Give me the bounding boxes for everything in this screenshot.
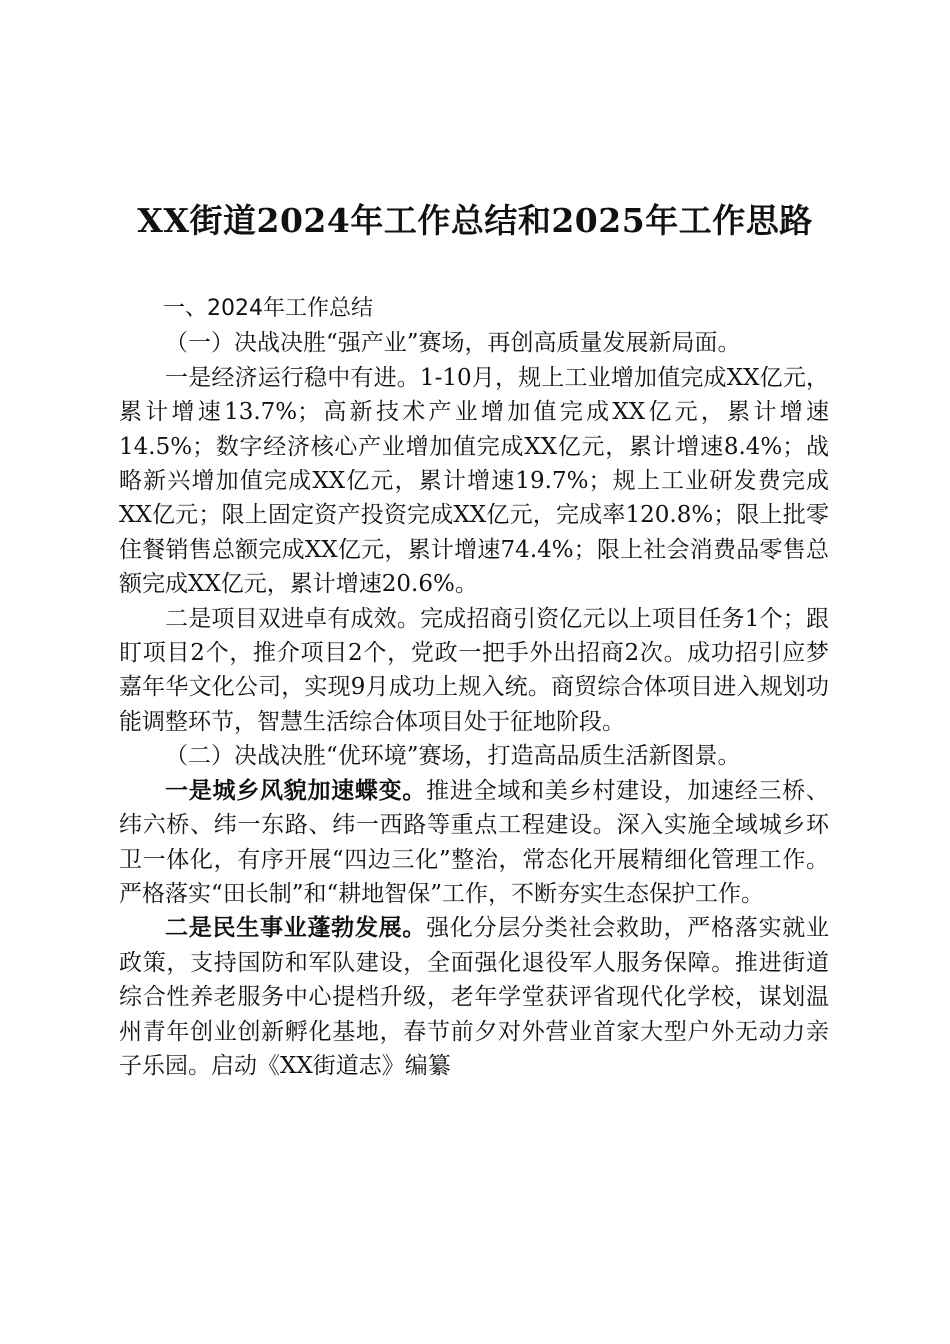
document-title: XX街道2024年工作总结和2025年工作思路 (137, 201, 813, 240)
paragraph-livelihood (119, 911, 829, 1083)
paragraph-projects: 二是项目双进卓有成效。完成招商引资亿元以上项目任务1个；跟盯项目2个，推介项目2个，党政一把手外出招商2次。成功招引应梦嘉年华文化公司，实现9月成功上规入统。商贸综合体项目进入规划功能调整环节，智慧生活综合体项目处于征地阶段。 (119, 605, 829, 735)
paragraph-economy: 一是经济运行稳中有进。1-10月，规上工业增加值完成XX亿元，累计增速13.7%；高新技术产业增加值完成XX亿元，累计增速14.5%；数字经济核心产业增加值完成XX亿元，累计增速8.4%；战略新兴增加值完成XX亿元，累计增速19.7%；规上工业研发费完成XX亿元；限上固定资产投资完成XX亿元，完成率120.8%；限上批零住餐销售总额完成XX亿元，累计增速74.4%；限上社会消费品零售总额完成XX亿元，累计增速20.6%。 (119, 364, 829, 598)
paragraph-text: 强化分层分类社会救助，严格落实就业政策，支持国防和军队建设，全面强化退役军人服务保障。推进街道综合性养老服务中心提档升级，老年学堂获评省现代化学校，谋划温州青年创业创新孵化基地，春节前夕对外营业首家大型户外无动力亲子乐园。启动《XX街道志》编纂 (119, 915, 830, 1079)
paragraph-urban-rural (119, 774, 829, 912)
subsection-heading: （一）决战决胜“强产业”赛场，再创高质量发展新局面。 (165, 330, 741, 357)
subsection-heading: （二）决战决胜“优环境”赛场，打造高品质生活新图景。 (165, 743, 741, 770)
paragraph-text: 推进全域和美乡村建设，加速经三桥、纬六桥、纬一东路、纬一西路等重点工程建设。深入实施全域城乡环卫一体化，有序开展“四边三化”整治，常态化开展精细化管理工作。严格落实“田长制”和“耕地智保”工作，不断夯实生态保护工作。 (119, 777, 830, 907)
paragraph-lead: 二是民生事业蓬勃发展。 (165, 914, 427, 942)
document-body (119, 292, 829, 1083)
section-heading: 一、2024年工作总结 (163, 296, 373, 321)
paragraph-lead: 一是城乡风貌加速蝶变。 (165, 776, 427, 804)
